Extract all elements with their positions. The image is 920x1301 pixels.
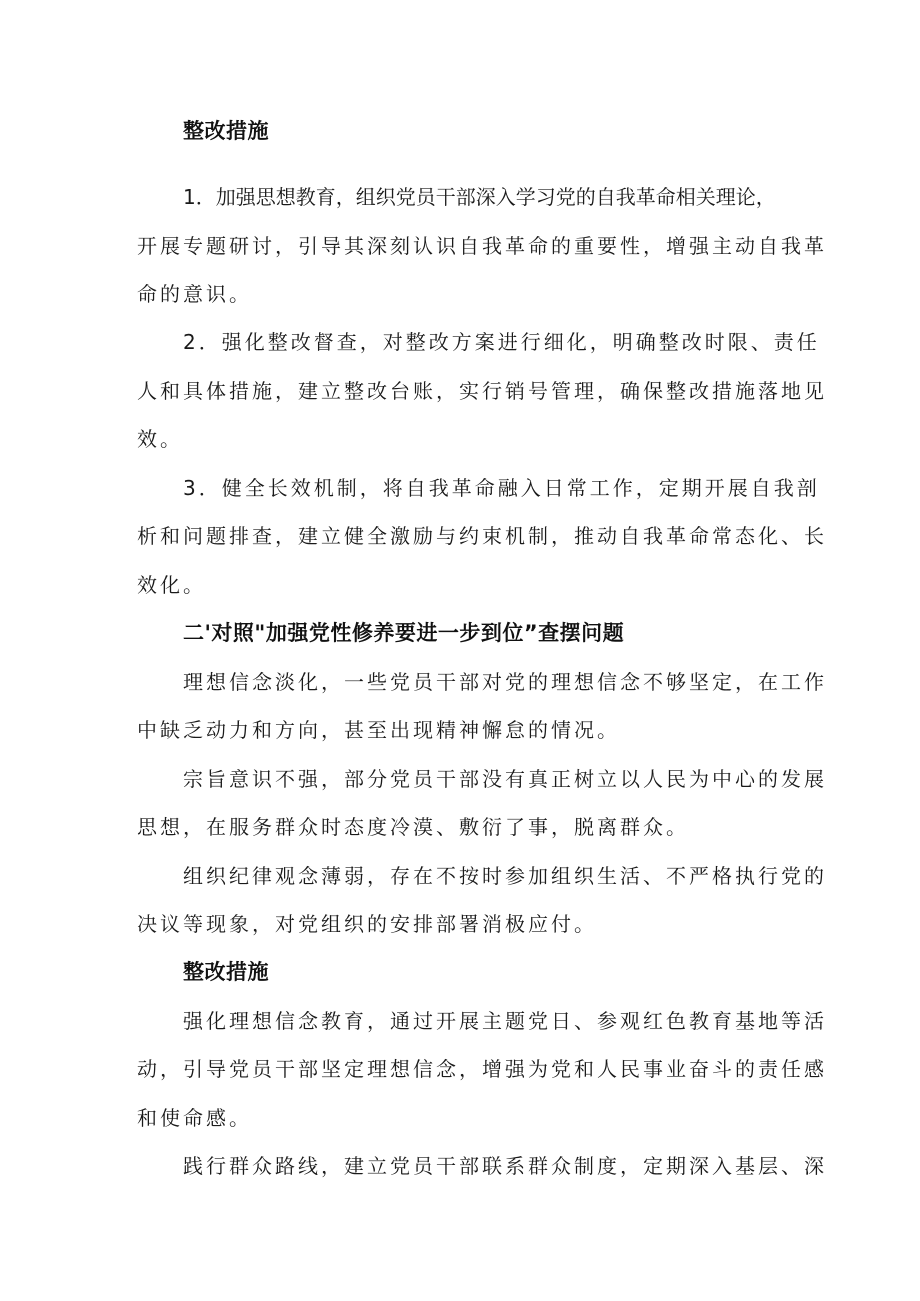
paragraph-line: 中缺乏动力和方向，甚至出现精神懈怠的情况。 <box>137 718 620 742</box>
paragraph-line: 组织纪律观念薄弱，存在不按时参加组织生活、不严格执行党的 <box>183 864 827 888</box>
paragraph-line: 析和问题排查，建立健全激励与约束机制，推动自我革命常态化、长 <box>137 524 827 548</box>
paragraph-line: 动，引导党员干部坚定理想信念，增强为党和人民事业奋斗的责任感 <box>137 1057 827 1081</box>
paragraph-line: 和使命感。 <box>137 1106 252 1130</box>
paragraph-line: 理想信念淡化，一些党员干部对党的理想信念不够坚定，在工作 <box>183 670 827 694</box>
paragraph-line: 效。 <box>137 427 183 451</box>
paragraph-line: 践行群众路线，建立党员干部联系群众制度，定期深入基层、深 <box>183 1154 827 1178</box>
section-heading: 整改措施 <box>183 119 269 143</box>
section-heading: 二'对照"加强党性修养要进一步到位”查摆问题 <box>183 621 625 645</box>
section-heading: 整改措施 <box>183 960 269 984</box>
paragraph-line: 强化理想信念教育，通过开展主题党日、参观红色教育基地等活 <box>183 1009 827 1033</box>
paragraph-line: 思想，在服务群众时态度冷漠、敷衍了事，脱离群众。 <box>137 815 689 839</box>
paragraph-line: 决议等现象，对党组织的安排部署消极应付。 <box>137 912 597 936</box>
paragraph-line: 开展专题研讨，引导其深刻认识自我革命的重要性，增强主动自我革 <box>137 234 827 258</box>
paragraph-line: 效化。 <box>137 573 206 597</box>
paragraph-line: 1．加强思想教育，组织党员干部深入学习党的自我革命相关理论， <box>183 185 776 209</box>
paragraph-line: 宗旨意识不强，部分党员干部没有真正树立以人民为中心的发展 <box>183 767 827 791</box>
paragraph-line: 2．强化整改督查，对整改方案进行细化，明确整改时限、责任 <box>183 330 820 354</box>
paragraph-line: 人和具体措施，建立整改台账，实行销号管理，确保整改措施落地见 <box>137 379 827 403</box>
paragraph-line: 命的意识。 <box>137 282 252 306</box>
paragraph-line: 3．健全长效机制，将自我革命融入日常工作，定期开展自我剖 <box>183 476 820 500</box>
